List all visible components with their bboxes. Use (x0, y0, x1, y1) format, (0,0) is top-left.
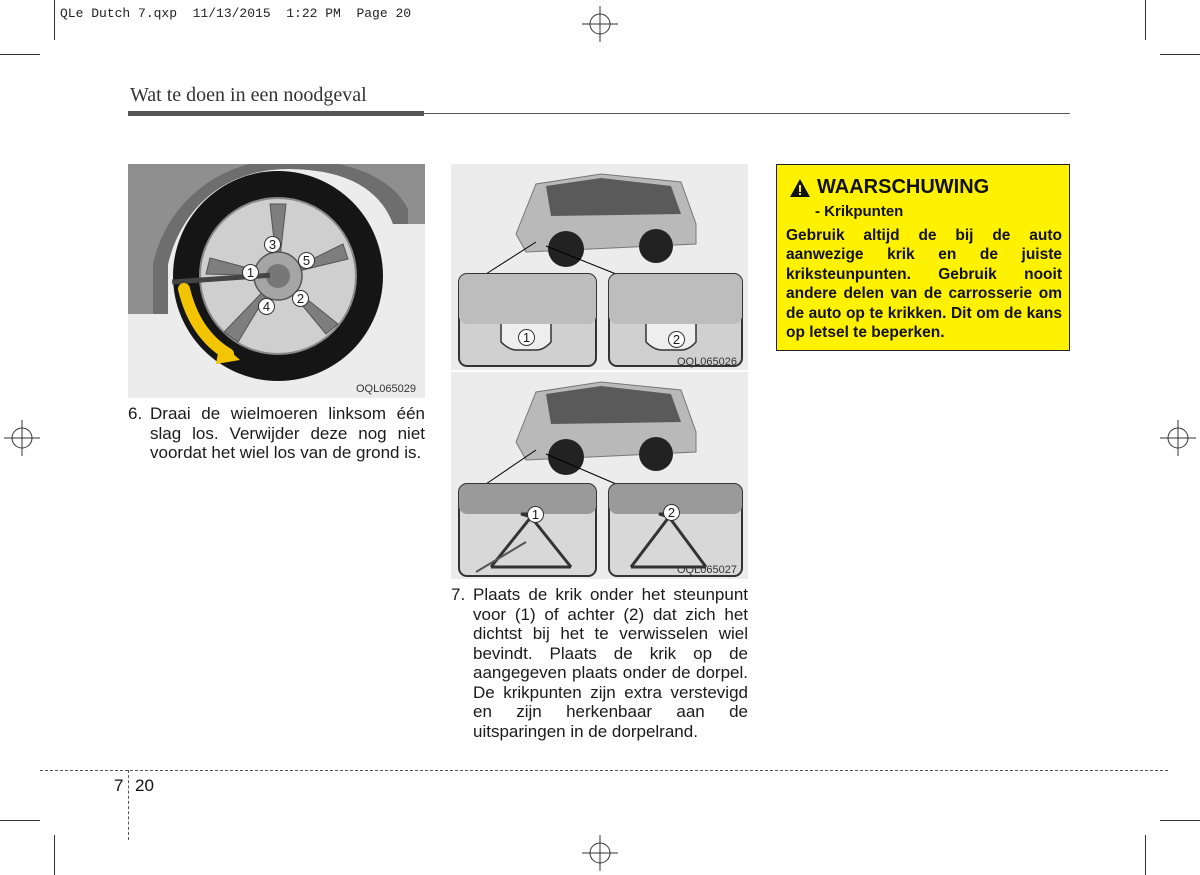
registration-mark-icon (1160, 420, 1196, 456)
instruction-step-6 (128, 404, 425, 463)
step-text: Plaats de krik onder het steunpunt voor (1) of achter (2) dat zich het dichtst bij het te verwisselen wiel bevindt. Plaats de krik op de aangegeven plaats onder de dorpel. De krikpunten zijn extra verstevigd en zijn herkenbaar aan de uitsparingen in de dorpelrand. (473, 585, 748, 741)
warning-body: Gebruik altijd de bij de auto aanwezige krik en de juiste kriksteunpunten. Gebruik nooit andere delen van de carrosserie om de auto op te krikken. Dit om de kans op letsel te beperken. (786, 227, 1062, 342)
jack-points-figure (451, 164, 748, 370)
jack-placement-figure (451, 372, 748, 579)
crop-mark (1145, 0, 1146, 40)
warning-title: WAARSCHUWING (817, 176, 990, 198)
step-text: Draai de wielmoeren linksom één slag los. Verwijder deze nog niet voordat het wiel los van de grond is. (150, 404, 425, 462)
car-jack-points-illustration (451, 164, 748, 370)
warning-triangle-icon (789, 178, 811, 198)
crop-mark (54, 835, 55, 875)
callout-label: 5 (298, 252, 315, 269)
crop-mark (1145, 835, 1146, 875)
figure-code: OQL065026 (677, 356, 737, 368)
wheel-lug-nut-figure (128, 164, 425, 398)
crop-mark (1160, 54, 1200, 55)
crop-mark (54, 0, 55, 40)
figure-code: OQL065029 (356, 383, 416, 395)
step-number: 7. (451, 585, 466, 604)
callout-label: 2 (663, 504, 680, 521)
footer-divider (128, 770, 129, 840)
warning-box (776, 164, 1070, 351)
callout-label: 2 (292, 290, 309, 307)
callout-label: 1 (518, 329, 535, 346)
callout-label: 1 (242, 264, 259, 281)
registration-mark-icon (4, 420, 40, 456)
crop-mark (0, 54, 40, 55)
registration-mark-icon (582, 835, 618, 871)
print-slug: QLe Dutch 7.qxp 11/13/2015 1:22 PM Page 20 (60, 6, 412, 21)
page-number: 20 (135, 776, 154, 795)
callout-label: 1 (527, 506, 544, 523)
callout-label: 2 (668, 331, 685, 348)
footer-rule (40, 770, 1168, 771)
section-title: Wat te doen in een noodgeval (130, 84, 367, 106)
figure-code: OQL065027 (677, 564, 737, 576)
crop-mark (1160, 820, 1200, 821)
callout-label: 4 (258, 298, 275, 315)
header-rule (128, 111, 424, 116)
wheel-illustration (128, 164, 425, 398)
instruction-step-7 (451, 585, 748, 741)
chapter-number: 7 (114, 776, 124, 795)
callout-label: 3 (264, 236, 281, 253)
registration-mark-icon (582, 6, 618, 42)
header-rule-thin (424, 113, 1070, 114)
jack-placement-illustration (451, 372, 748, 579)
warning-subtitle: - Krikpunten (815, 203, 904, 220)
step-number: 6. (128, 404, 143, 423)
crop-mark (0, 820, 40, 821)
